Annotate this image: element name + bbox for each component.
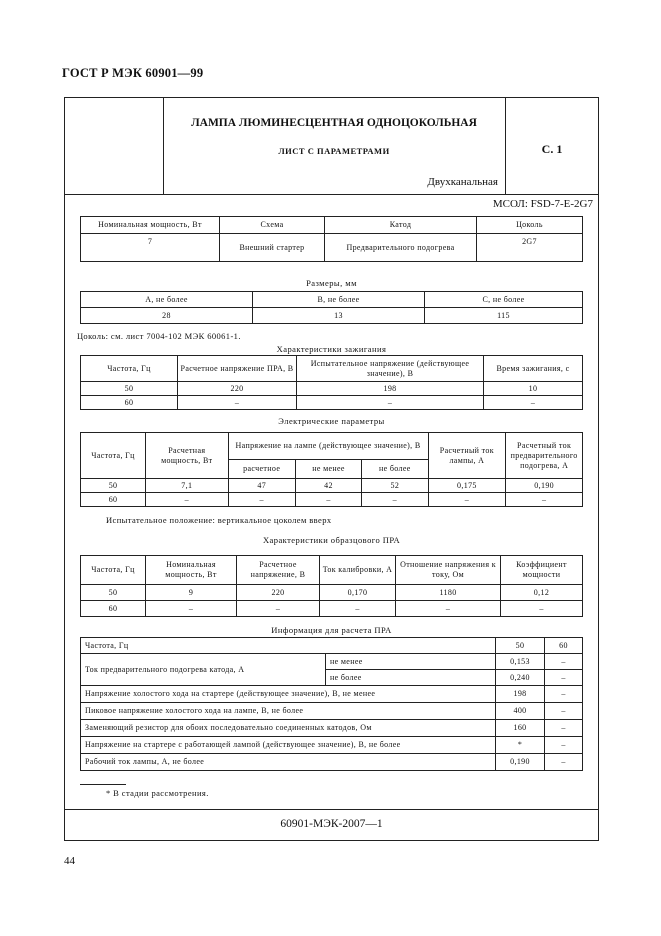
lamp-type: Двухканальная — [427, 176, 498, 188]
info-caption: Информация для расчета ПРА — [271, 625, 392, 635]
cell-power: 7 — [81, 234, 220, 262]
ign-cell: 10 — [484, 382, 583, 396]
cell-cathode: Предварительного подогрева — [325, 234, 477, 262]
el-subheader-rated: расчетное — [228, 460, 295, 479]
info-row-50: 198 — [496, 686, 545, 703]
header-c: C, не более — [425, 292, 583, 308]
footer-divider — [64, 809, 599, 810]
header-nominal-power: Номинальная мощность, Вт — [81, 217, 220, 234]
ign-cell: 198 — [297, 382, 484, 396]
el-cell: – — [295, 493, 361, 507]
electrical-table — [80, 432, 583, 507]
info-row-label: Пиковое напряжение холостого хода на лампе, В, не более — [81, 703, 496, 720]
info-row-60: – — [545, 754, 583, 771]
el-subheader-min: не менее — [295, 460, 361, 479]
ign-cell: 50 — [81, 382, 178, 396]
cell-c: 115 — [425, 308, 583, 324]
header-cathode: Катод — [325, 217, 477, 234]
table-row — [81, 703, 583, 720]
info-row-label: Напряжение на стартере с работающей лампой (действующее значение), В, не более — [81, 737, 496, 754]
info-preheat-min-value: 0,153 — [496, 654, 545, 670]
table-row — [81, 754, 583, 771]
table-row — [81, 382, 583, 396]
header-scheme: Схема — [220, 217, 325, 234]
ign-header-test-voltage: Испытательное напряжение (действующее значение), В — [297, 356, 484, 382]
el-cell: 47 — [228, 479, 295, 493]
ign-header-voltage: Расчетное напряжение ПРА, В — [178, 356, 297, 382]
el-header-current: Расчетный ток лампы, А — [428, 433, 506, 479]
header-b: B, не более — [253, 292, 425, 308]
ign-cell: 60 — [81, 396, 178, 410]
el-cell: 52 — [362, 479, 428, 493]
ref-header-current: Ток калибровки, А — [320, 556, 396, 585]
cell-base: 2G7 — [477, 234, 583, 262]
info-preheat-max-60: – — [545, 670, 583, 686]
table-row — [81, 601, 583, 617]
info-row-60: – — [545, 686, 583, 703]
el-cell: 60 — [81, 493, 146, 507]
ref-cell: – — [146, 601, 237, 617]
page-subtitle: ЛИСТ С ПАРАМЕТРАМИ — [278, 146, 390, 156]
dimensions-caption: Размеры, мм — [306, 278, 357, 288]
ref-cell: – — [320, 601, 396, 617]
el-cell: 0,175 — [428, 479, 506, 493]
info-row-50: 0,190 — [496, 754, 545, 771]
info-preheat-min-label: не менее — [326, 654, 496, 670]
cell-a: 28 — [81, 308, 253, 324]
lamp-main-table — [80, 216, 583, 262]
document-header: ГОСТ Р МЭК 60901—99 — [62, 66, 204, 80]
ign-header-time: Время зажигания, с — [484, 356, 583, 382]
el-header-voltage: Напряжение на лампе (действующее значение), В — [228, 433, 428, 460]
info-row-60: – — [545, 737, 583, 754]
header-base: Цоколь — [477, 217, 583, 234]
info-row-60: – — [545, 703, 583, 720]
reference-caption: Характеристики образцового ПРА — [262, 535, 401, 545]
info-freq-label: Частота, Гц — [81, 638, 496, 654]
info-row-label: Заменяющий резистор для обоих последовательно соединенных катодов, Ом — [81, 720, 496, 737]
footnote: * В стадии рассмотрения. — [106, 788, 209, 798]
ref-cell: 60 — [81, 601, 146, 617]
el-cell: – — [362, 493, 428, 507]
info-preheat-label: Ток предварительного подогрева катода, А — [81, 654, 326, 686]
header-a: A, не более — [81, 292, 253, 308]
el-cell: 0,190 — [506, 479, 583, 493]
table-row — [81, 396, 583, 410]
info-preheat-max-label: не более — [326, 670, 496, 686]
ref-header-voltage: Расчетное напряжение, В — [237, 556, 320, 585]
info-row-label: Напряжение холостого хода на стартере (действующее значение), В, не менее — [81, 686, 496, 703]
el-subheader-max: не более — [362, 460, 428, 479]
table-row — [81, 493, 583, 507]
footnote-rule — [80, 784, 126, 785]
ref-cell: 0,12 — [501, 585, 583, 601]
info-freq-60: 60 — [545, 638, 583, 654]
ign-cell: – — [178, 396, 297, 410]
reference-ballast-table — [80, 555, 583, 617]
ref-cell: 9 — [146, 585, 237, 601]
info-row-label: Рабочий ток лампы, А, не более — [81, 754, 496, 771]
ref-header-freq: Частота, Гц — [81, 556, 146, 585]
test-position-note: Испытательное положение: вертикальное цоколем вверх — [106, 515, 332, 525]
el-cell: 7,1 — [146, 479, 228, 493]
table-row — [81, 737, 583, 754]
ref-cell: 0,170 — [320, 585, 396, 601]
title-divider-bottom — [64, 194, 599, 195]
ref-header-ratio: Отношение напряжения к току, Ом — [396, 556, 501, 585]
dimensions-table — [80, 291, 583, 324]
cell-scheme: Внешний стартер — [220, 234, 325, 262]
ign-header-freq: Частота, Гц — [81, 356, 178, 382]
cell-b: 13 — [253, 308, 425, 324]
table-row — [81, 686, 583, 703]
ign-cell: – — [484, 396, 583, 410]
el-cell: – — [506, 493, 583, 507]
footer-code: 60901-МЭК-2007—1 — [280, 818, 383, 830]
el-header-freq: Частота, Гц — [81, 433, 146, 479]
info-row-50: 160 — [496, 720, 545, 737]
ign-cell: – — [297, 396, 484, 410]
el-cell: – — [428, 493, 506, 507]
base-note: Цоколь: см. лист 7004-102 МЭК 60061-1. — [77, 331, 241, 341]
ign-cell: 220 — [178, 382, 297, 396]
ref-header-power: Номинальная мощность, Вт — [146, 556, 237, 585]
ignition-caption: Характеристики зажигания — [276, 344, 387, 354]
ref-cell: – — [396, 601, 501, 617]
info-row-60: – — [545, 720, 583, 737]
table-row — [81, 720, 583, 737]
ref-cell: 220 — [237, 585, 320, 601]
ballast-info-table — [80, 637, 583, 771]
info-preheat-max-value: 0,240 — [496, 670, 545, 686]
table-row — [81, 585, 583, 601]
info-freq-50: 50 — [496, 638, 545, 654]
ref-cell: – — [237, 601, 320, 617]
page-title: ЛАМПА ЛЮМИНЕСЦЕНТНАЯ ОДНОЦОКОЛЬНАЯ — [191, 117, 477, 129]
el-header-power: Расчетная мощность, Вт — [146, 433, 228, 479]
el-cell: – — [228, 493, 295, 507]
sheet-number: С. 1 — [541, 142, 563, 156]
ref-cell: 1180 — [396, 585, 501, 601]
el-cell: 42 — [295, 479, 361, 493]
el-cell: 50 — [81, 479, 146, 493]
info-row-50: * — [496, 737, 545, 754]
ref-header-pf: Коэффициент мощности — [501, 556, 583, 585]
lamp-code: МСОЛ: FSD-7-E-2G7 — [492, 198, 593, 210]
ignition-table — [80, 355, 583, 410]
page-number: 44 — [64, 855, 75, 867]
ref-cell: – — [501, 601, 583, 617]
ref-cell: 50 — [81, 585, 146, 601]
info-row-50: 400 — [496, 703, 545, 720]
el-cell: – — [146, 493, 228, 507]
info-preheat-min-60: – — [545, 654, 583, 670]
table-row — [81, 479, 583, 493]
el-header-preheat: Расчетный ток предварительного подогрева, А — [506, 433, 583, 479]
electrical-caption: Электрические параметры — [278, 416, 385, 426]
